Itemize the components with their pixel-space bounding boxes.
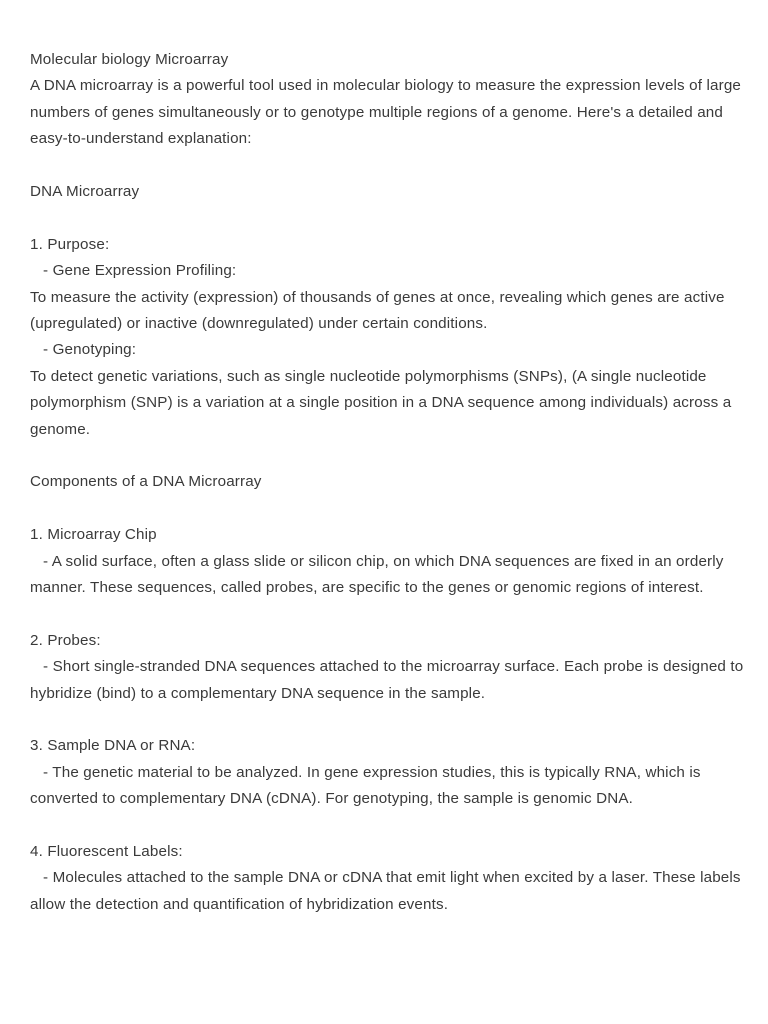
- blank-line: [30, 813, 745, 839]
- component-heading-probes: 2. Probes:: [30, 631, 101, 649]
- component-text-sample-content: - The genetic material to be analyzed. In gene expression studies, this is typically RNA, which is converted to complementary DNA (cDNA). For genotyping, the sample is genomic DNA.: [30, 763, 706, 808]
- gene-expression-label: - Gene Expression Profiling:: [43, 262, 237, 280]
- gene-expression-text: To measure the activity (expression) of thousands of genes at once, revealing which genes are active (upregulated) or inactive (downregulated) under certain conditions.: [30, 288, 729, 333]
- blank-line: [30, 496, 745, 522]
- component-text-chip-content: - A solid surface, often a glass slide or silicon chip, on which DNA sequences are fixed in an orderly manner. These sequences, called probes, are specific to the genes or genomic regions of interest.: [30, 552, 728, 597]
- purpose-heading: 1. Purpose:: [30, 235, 110, 253]
- component-text-probes-content: - Short single-stranded DNA sequences attached to the microarray surface. Each probe is designed to hybridize (bind) to a complementary DNA sequence in the sample.: [30, 658, 748, 702]
- component-text-probes: [30, 654, 748, 707]
- component-text-sample: [30, 760, 745, 813]
- note-title: Molecular biology Microarray: [30, 51, 229, 68]
- intro-paragraph: A DNA microarray is a powerful tool used in molecular biology to measure the expression levels of large numbers of genes simultaneously or to genotype multiple regions of a genome. Here's a detailed and easy-to-understand explanation:: [30, 77, 746, 148]
- blank-line: [30, 205, 745, 231]
- component-heading-chip: 1. Microarray Chip: [30, 526, 157, 544]
- section-heading-components: Components of a DNA Microarray: [30, 473, 262, 491]
- blank-line: [30, 601, 745, 627]
- component-heading-sample: 3. Sample DNA or RNA:: [30, 737, 196, 755]
- genotyping-label: - Genotyping:: [43, 341, 137, 359]
- component-heading-labels: 4. Fluorescent Labels:: [30, 843, 183, 861]
- blank-line: [30, 443, 745, 469]
- component-text-labels-content: - Molecules attached to the sample DNA or cDNA that emit light when excited by a laser. These labels allow the detection and quantification of hybridization events.: [30, 869, 746, 913]
- component-text-labels: [30, 865, 745, 918]
- component-text-chip: [30, 549, 745, 602]
- blank-line: [30, 153, 745, 179]
- genotyping-text: To detect genetic variations, such as single nucleotide polymorphisms (SNPs), (A single nucleotide polymorphism (SNP) is a variation at a single position in a DNA sequence among individuals) across a genome.: [30, 367, 736, 438]
- note-body[interactable]: [30, 47, 748, 918]
- blank-line: [30, 707, 745, 733]
- section-heading-dna-microarray: DNA Microarray: [30, 183, 140, 201]
